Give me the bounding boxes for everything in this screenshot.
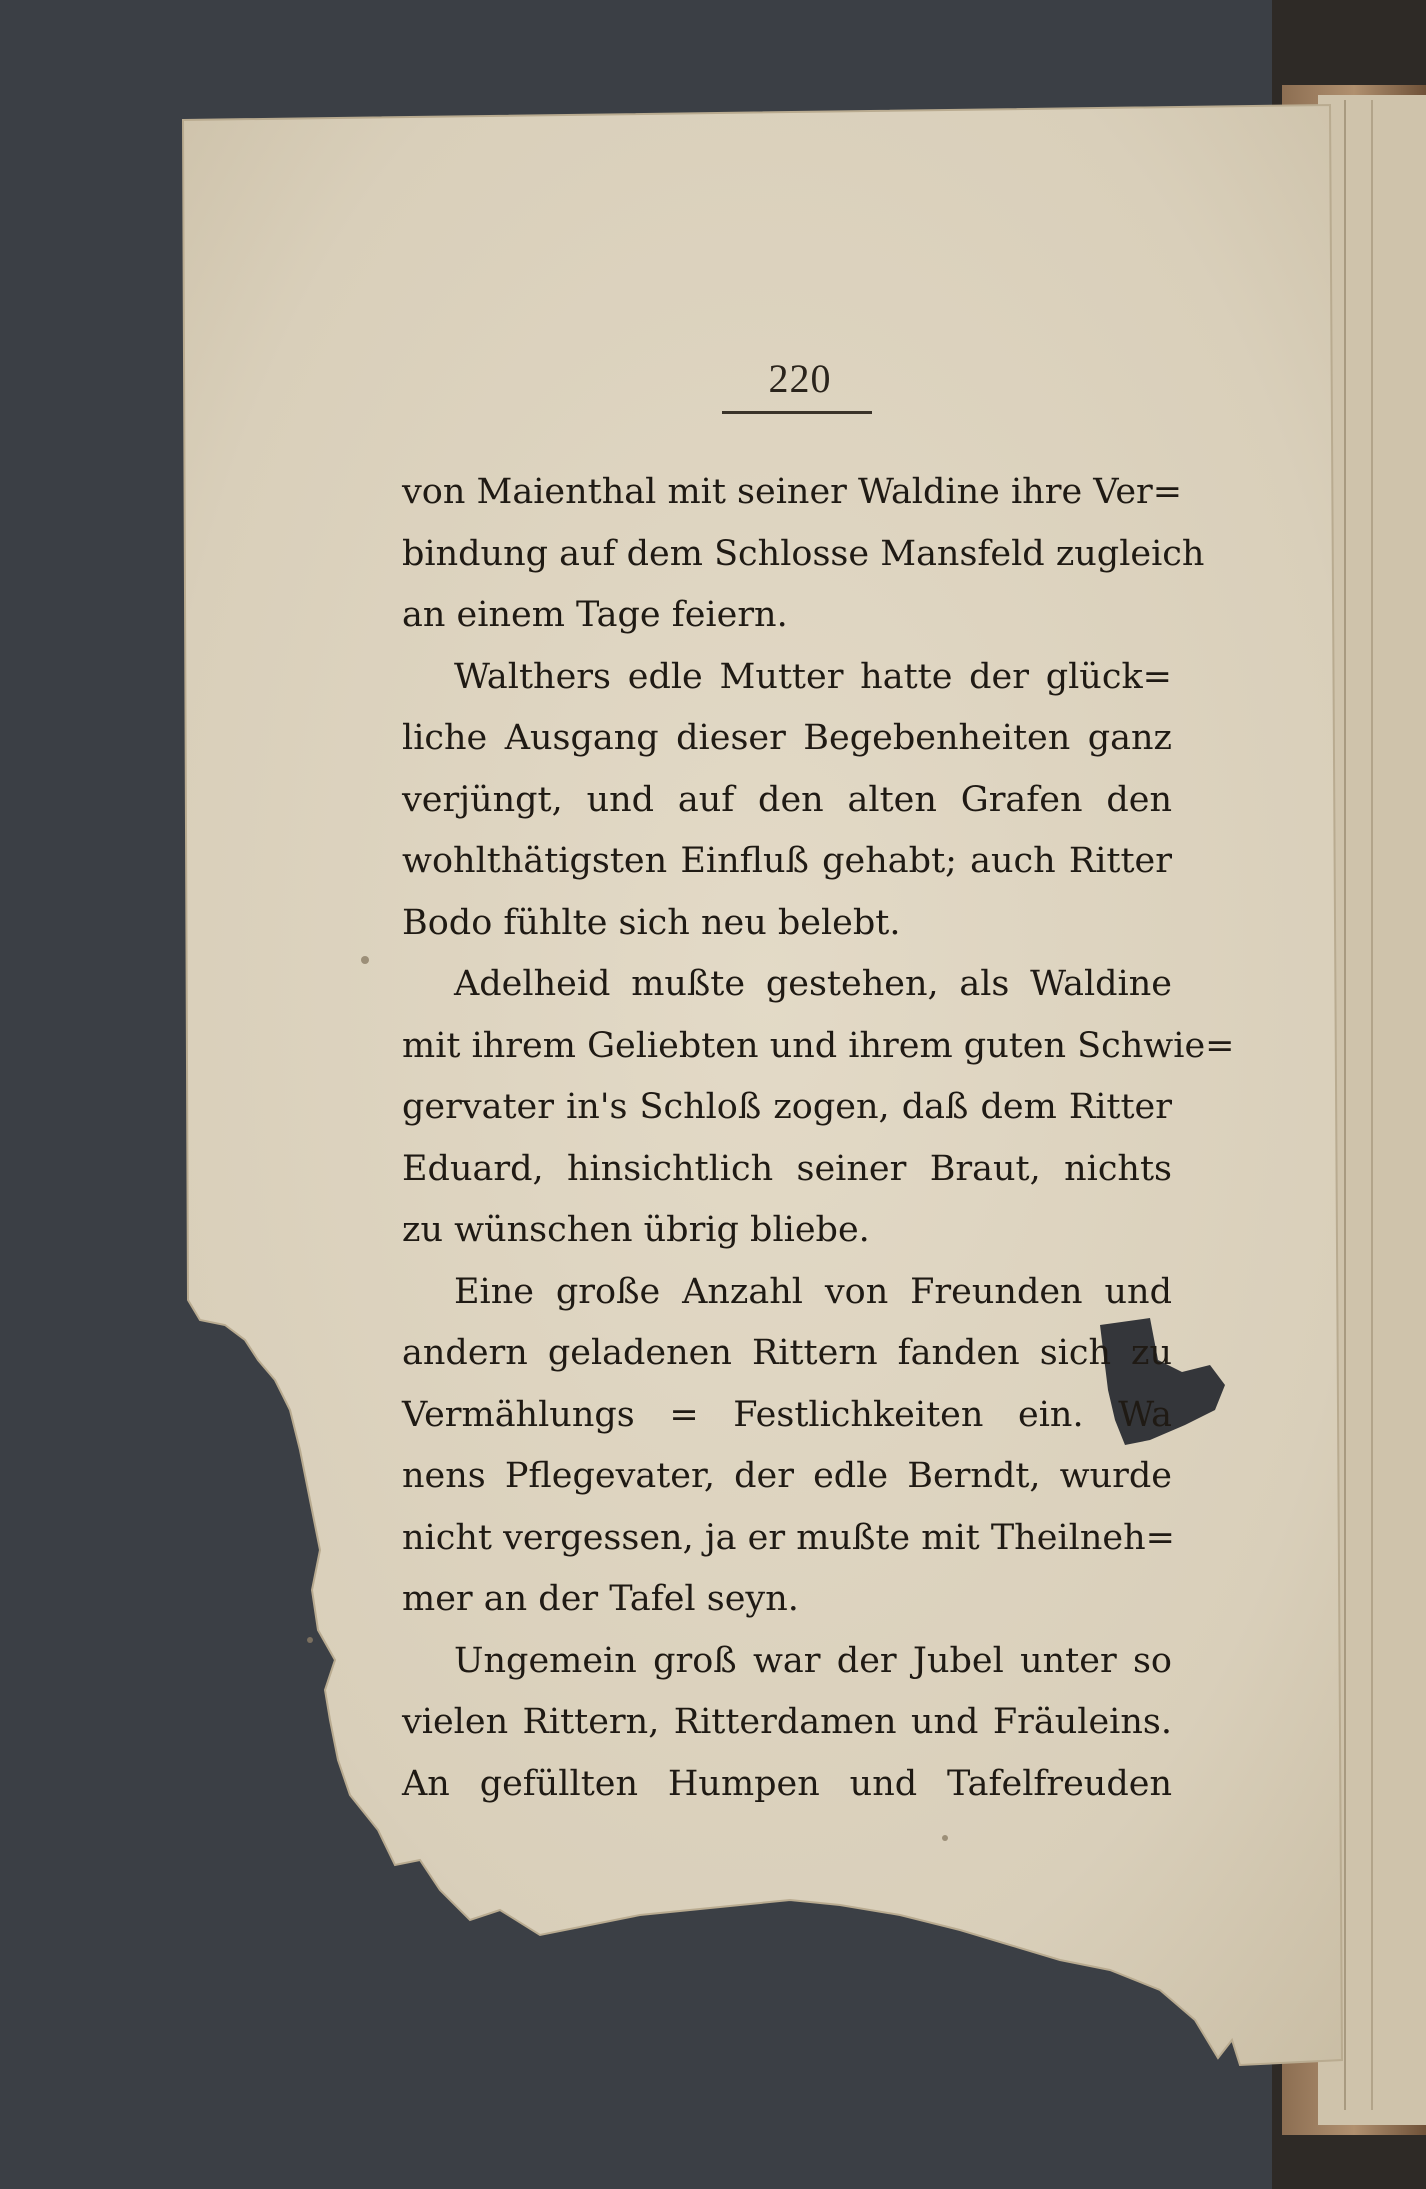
text-line: Walthers edle Mutter hatte der glück= (454, 656, 1172, 697)
page-number: 220 (768, 356, 832, 401)
text-line: Ungemein groß war der Jubel unter so (454, 1640, 1172, 1681)
text-line: wohlthätigsten Einfluß gehabt; auch Ritter (402, 841, 1172, 881)
text-line: zu wünschen übrig bliebe. (402, 1210, 870, 1250)
text-line: Adelheid mußte gestehen, als Waldine (454, 964, 1172, 1004)
text-line: gervater in's Schloß zogen, daß dem Ritter (402, 1087, 1172, 1127)
text-line: Vermählungs = Festlichkeiten ein. Wa (402, 1394, 1172, 1435)
text-line: nicht vergessen, ja er mußte mit Theilneh= (402, 1517, 1175, 1558)
body-text (402, 462, 1235, 1815)
text-line: verjüngt, und auf den alten Grafen den (402, 779, 1172, 820)
text-line: nens Pflegevater, der edle Berndt, wurde (402, 1456, 1172, 1496)
text-line: Bodo fühlte sich neu belebt. (402, 902, 901, 943)
text-line: mer an der Tafel seyn. (402, 1579, 799, 1619)
text-line: andern geladenen Rittern fanden sich zu (402, 1333, 1172, 1373)
text-line: vielen Rittern, Ritterdamen und Fräuleins. (402, 1702, 1172, 1742)
text-line: bindung auf dem Schlosse Mansfeld zugleich (402, 533, 1205, 574)
text-line: an einem Tage feiern. (402, 595, 788, 635)
page-number-rule (722, 411, 872, 414)
text-line: Eine große Anzahl von Freunden und (454, 1271, 1172, 1312)
text-line: liche Ausgang dieser Begebenheiten ganz (402, 718, 1172, 758)
text-line: mit ihrem Geliebten und ihrem guten Schwie= (402, 1025, 1235, 1066)
text-line: von Maienthal mit seiner Waldine ihre Ver= (402, 472, 1183, 512)
text-line: Eduard, hinsichtlich seiner Braut, nichts (402, 1148, 1172, 1189)
text-line: An gefüllten Humpen und Tafelfreuden (402, 1763, 1172, 1804)
